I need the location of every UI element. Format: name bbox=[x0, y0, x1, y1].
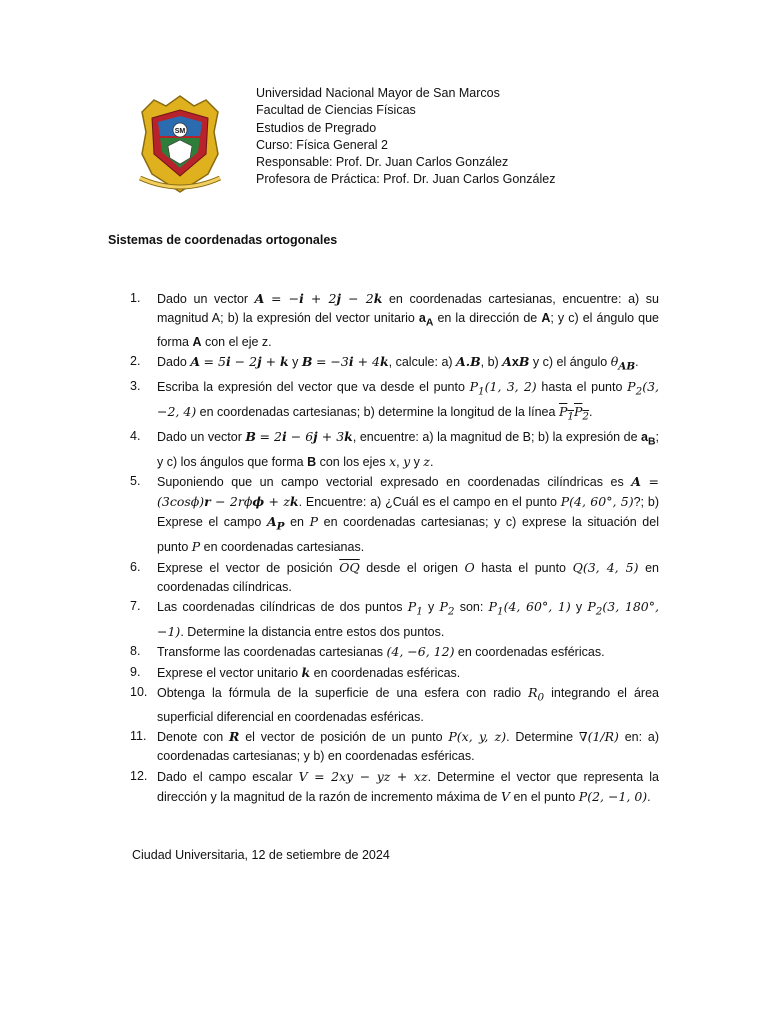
problem-text: Dado A = 5i − 2j + k y B = −3i + 4k, calcule: a) A.B, b) AxB y c) el ángulo $\theta_{AB}$. bbox=[157, 354, 639, 373]
header-faculty: Facultad de Ciencias Físicas bbox=[256, 103, 416, 118]
problem-number: 2. bbox=[130, 354, 141, 369]
problem-item bbox=[130, 663, 659, 683]
page-title: Sistemas de coordenadas ortogonales bbox=[108, 233, 338, 247]
problem-text: Las coordenadas cilíndricas de dos puntos $P_1$ y $P_2$ son: $P_1(4$, 60°, 1) y $P_2(3$, 180°, −1). Determine la distancia entre estos dos puntos. bbox=[157, 599, 659, 639]
problem-number: 5. bbox=[130, 473, 141, 488]
problem-text: Suponiendo que un campo vectorial expresado en coordenadas cilíndricas es A = (3cosϕ)r − 2rϕϕ + zk. Encuentre: a) ¿Cuál es el campo en el punto P(4, 60°, 5)?; b) Exprese el campo $A_P$ en P en coordenadas cartesianas; y c) exprese la situación del punto P en coordenadas cartesianas. bbox=[157, 473, 659, 555]
problem-list bbox=[130, 289, 659, 807]
problem-item bbox=[130, 377, 659, 427]
problem-text: Transforme las coordenadas cartesianas (4, −6, 12) en coordenadas esféricas. bbox=[157, 644, 605, 660]
university-seal-icon bbox=[132, 92, 228, 196]
problem-text: Dado el campo escalar V = 2xy − yz + xz. Determine el vector que representa la dirección y la magnitud de la razón de incremento máxima de V en el punto P(2, −1, 0). bbox=[157, 768, 659, 804]
problem-number: 3. bbox=[130, 379, 141, 394]
problem-number: 12. bbox=[130, 768, 148, 783]
problem-item bbox=[130, 472, 659, 558]
problem-item bbox=[130, 727, 659, 767]
header-studies: Estudios de Pregrado bbox=[256, 120, 377, 135]
problem-item bbox=[130, 352, 659, 377]
problem-number: 11. bbox=[130, 728, 147, 743]
problem-text: Dado un vector B = 2i − 6j + 3k, encuentre: a) la magnitud de B; b) la expresión de $a_B$; y c) los ángulos que forma B con los ejes x, y y z. bbox=[157, 428, 659, 469]
header-responsible: Responsable: Prof. Dr. Juan Carlos González bbox=[256, 155, 509, 170]
header-practice-teacher: Profesora de Práctica: Prof. Dr. Juan Carlos González bbox=[256, 172, 556, 187]
problem-text: Obtenga la fórmula de la superficie de una esfera con radio $R_0$ integrando el área superficial diferencial en coordenadas esféricas. bbox=[157, 684, 659, 724]
problem-item bbox=[130, 597, 659, 642]
problem-item bbox=[130, 642, 659, 662]
problem-text: Exprese el vector unitario k en coordenadas esféricas. bbox=[157, 664, 461, 680]
problem-number: 1. bbox=[130, 291, 141, 305]
svg-text:SM: SM bbox=[174, 128, 186, 135]
problem-number: 9. bbox=[130, 664, 141, 679]
problem-item bbox=[130, 558, 659, 598]
problem-number: 8. bbox=[130, 644, 141, 659]
problem-item bbox=[130, 427, 659, 472]
problem-number: 10. bbox=[130, 684, 148, 699]
header-course: Curso: Física General 2 bbox=[256, 137, 388, 152]
problem-text: Denote con R el vector de posición de un punto P(x, y, z). Determine ∇(1/R) en: a) coordenadas cartesianas; y b) en coordenadas esféricas. bbox=[157, 728, 659, 764]
header-university: Universidad Nacional Mayor de San Marcos bbox=[256, 86, 500, 100]
problem-text: Dado un vector A = −i + 2j − 2k en coordenadas cartesianas, encuentre: a) su magnitud A; b) la expresión del vector unitario $a_A$ en la dirección de A; y c) el ángulo que forma A con el eje z. bbox=[157, 291, 660, 350]
problem-text: Escriba la expresión del vector que va desde el punto $P_1(1$, 3, 2) hasta el punto $P_2(3$, −2, 4) en coordenadas cartesianas; b) determine la longitud de la línea $P_1P_2$. bbox=[157, 379, 659, 423]
problem-number: 4. bbox=[130, 428, 141, 443]
problem-number: 6. bbox=[130, 559, 141, 574]
header bbox=[256, 85, 555, 189]
problem-item bbox=[130, 767, 659, 808]
problem-item bbox=[130, 289, 659, 352]
problem-text: Exprese el vector de posición $\overline{OQ}$ desde el origen O hasta el punto Q(3, 4, 5) en coordenadas cilíndricas. bbox=[157, 559, 659, 594]
problem-number: 7. bbox=[130, 599, 141, 614]
problem-item bbox=[130, 683, 659, 727]
footer-date: Ciudad Universitaria, 12 de setiembre de 2024 bbox=[132, 848, 390, 862]
